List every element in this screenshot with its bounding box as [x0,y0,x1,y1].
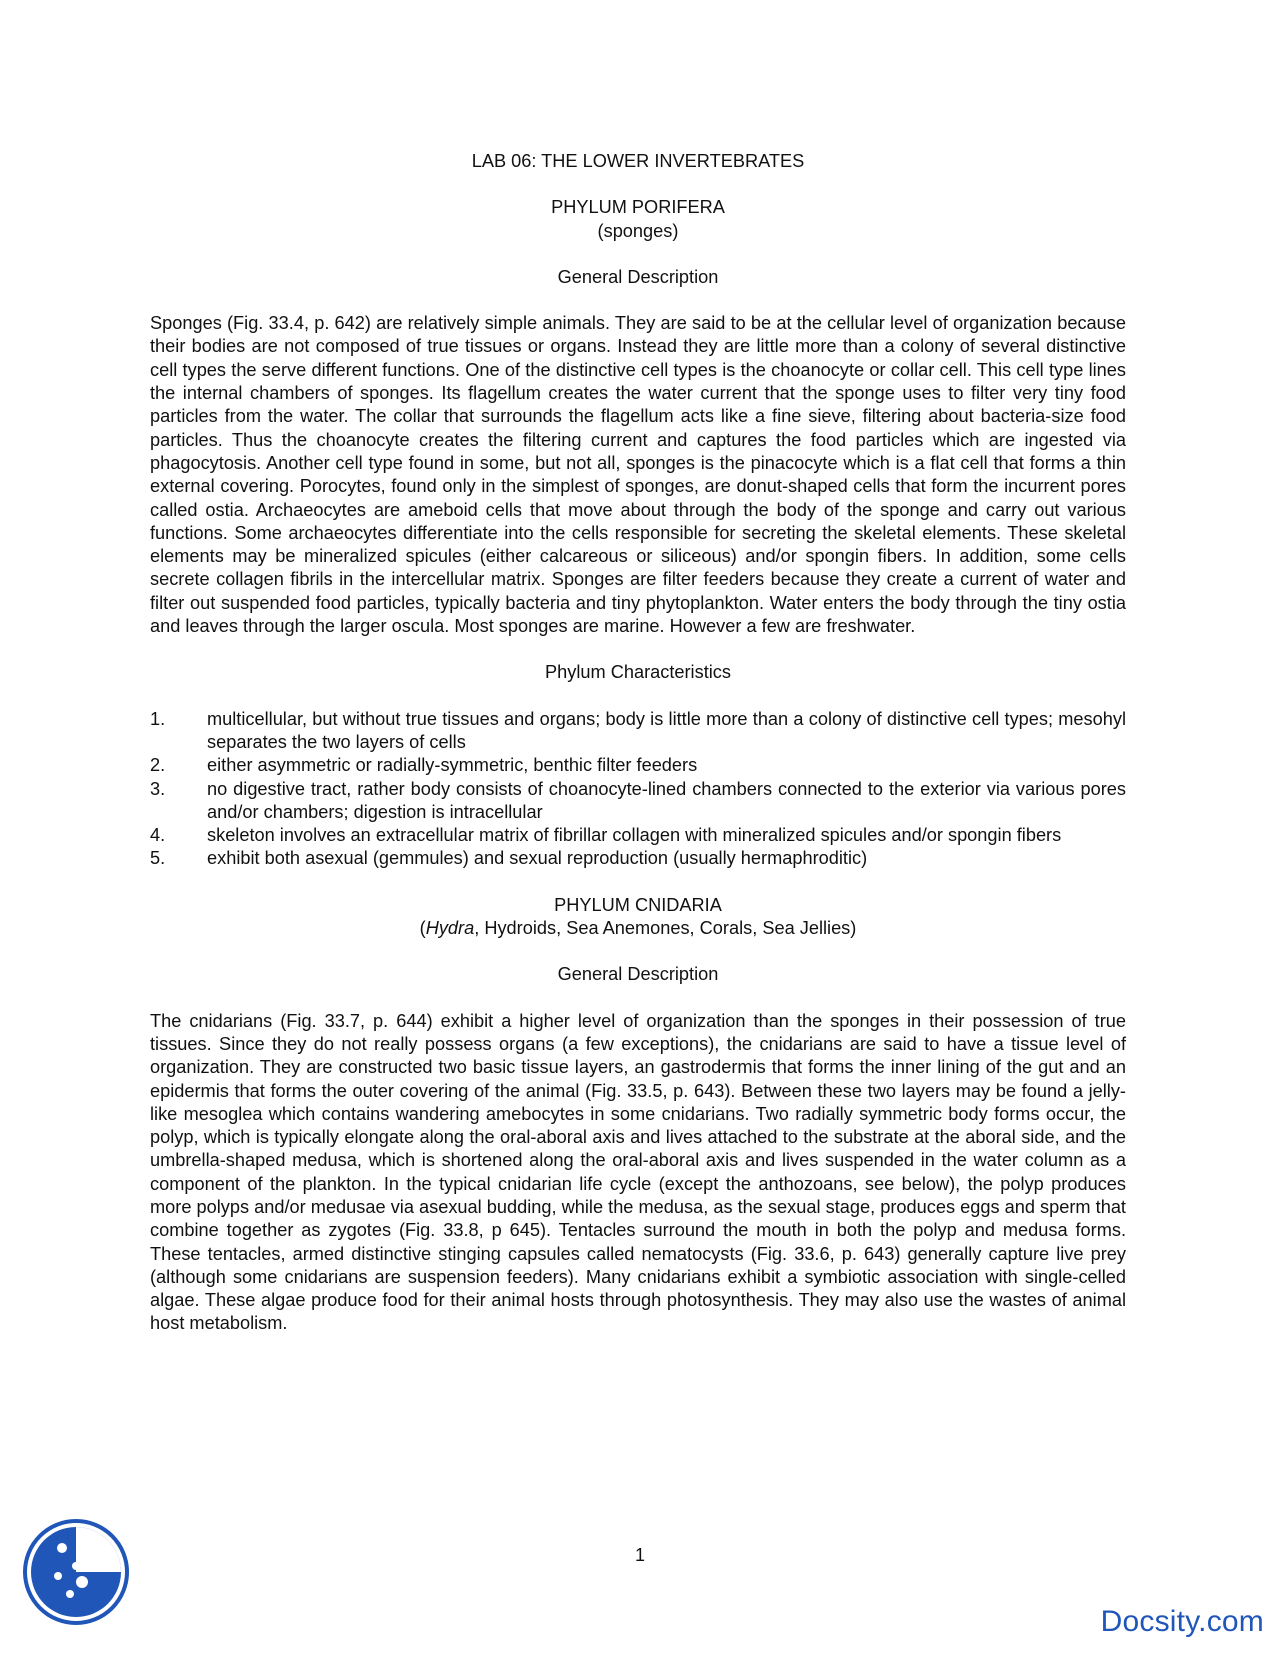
list-item [150,824,1126,847]
list-item-text: no digestive tract, rather body consists of choanocyte-lined chambers connected to the exterior via various pores and/or chambers; digestion is intracellular [207,778,1126,822]
page-content [150,150,1126,1336]
cnidaria-general-heading: General Description [557,964,719,985]
cnidaria-description: The cnidarians (Fig. 33.7, p. 644) exhibit a higher level of organization than the sponges in their possession of true tissues. Since they do not really possess organs (a few exceptions), the cnidarians are said to have a tissue level of organization. They are constructed two basic tissue layers, an gastrodermis that forms the inner lining of the gut and an epidermis that forms the outer covering of the animal (Fig. 33.5, p. 643). Between these two layers may be found a jelly-like mesoglea which contains wandering amebocytes in some cnidarians. Two radially symmetric body forms occur, the polyp, which is typically elongate along the oral-aboral axis and lives attached to the substrate at the aboral side, and the umbrella-shaped medusa, which is shortened along the oral-aboral axis and lives suspended in the water column as a component of the plankton. In the typical cnidarian life cycle (except the anthozoans, see below), the polyp produces more polyps and/or medusae via asexual budding, while the medusa, as the sexual stage, produces eggs and sperm that combine together as zygotes (Fig. 33.8, p 645). Tentacles surround the mouth in both the polyp and medusa forms. These tentacles, armed distinctive stinging capsules called nematocysts (Fig. 33.6, p. 643) generally capture live prey (although some cnidarians are suspension feeders). Many cnidarians exhibit a symbiotic association with single-celled algae. These algae produce food for their animal hosts through photosynthesis. They may also use the wastes of animal host metabolism. [150,1010,1126,1334]
porifera-description: Sponges (Fig. 33.4, p. 642) are relatively simple animals. They are said to be at the cellular level of organization because their bodies are not composed of true tissues or organs. Instead they are little more than a colony of several distinctive cell types the serve different functions. One of the distinctive cell types is the choanocyte or collar cell. This cell type lines the internal chambers of sponges. Its flagellum creates the water current that the sponge uses to filter very tiny food particles from the water. The collar that surrounds the flagellum acts like a fine sieve, filtering about bacteria-size food particles. Thus the choanocyte creates the filtering current and captures the food particles which are ingested via phagocytosis. Another cell type found in some, but not all, sponges is the pinacocyte which is a flat cell that forms a thin external covering. Porocytes, found only in the simplest of sponges, are donut-shaped cells that form the incurrent pores called ostia. Archaeocytes are ameboid cells that move about through the body of the sponge and carry out various functions. Some archaeocytes differentiate into the cells responsible for secreting the skeletal elements. These skeletal elements may be mineralized spicules (either calcareous or siliceous) and/or spongin fibers. In addition, some cells secrete collagen fibrils in the intercellular matrix. Sponges are filter feeders because they create a current of water and filter out suspended food particles, typically bacteria and tiny phytoplankton. Water enters the body through the tiny ostia and leaves through the larger oscula. Most sponges are marine. However a few are freshwater. [150,313,1126,637]
list-item-number: 5. [150,848,166,869]
list-item-number: 1. [150,708,166,729]
list-item-number: 4. [150,825,166,846]
cnidaria-subtitle-open: ( [419,918,426,939]
list-item-number: 2. [150,755,166,776]
list-item-text: multicellular, but without true tissues and organs; body is little more than a colony of distinctive cell types; mesohyl separates the two layers of cells [207,708,1126,752]
lab-title: LAB 06: THE LOWER INVERTEBRATES [471,151,805,171]
cnidaria-subtitle [150,917,1126,940]
list-item-text: either asymmetric or radially-symmetric, benthic filter feeders [207,755,698,776]
characteristics-list [150,708,1126,871]
cnidaria-subtitle-italic: Hydra [425,918,475,939]
list-item [150,847,1126,870]
cnidaria-heading: PHYLUM CNIDARIA [554,894,722,915]
page-number: 1 [634,1545,645,1565]
porifera-characteristics-heading: Phylum Characteristics [545,662,731,683]
cnidaria-subtitle-rest: , Hydroids, Sea Anemones, Corals, Sea Jellies) [474,918,857,939]
list-item [150,754,1126,777]
porifera-general-heading: General Description [557,266,719,287]
docsity-brand-link[interactable]: Docsity.com [1100,1605,1264,1638]
list-item [150,708,1126,755]
porifera-subtitle: (sponges) [597,220,679,241]
list-item-number: 3. [150,778,166,799]
list-item [150,778,1126,825]
list-item-text: skeleton involves an extracellular matrix of fibrillar collagen with mineralized spicules and/or spongin fibers [207,825,1062,846]
list-item-text: exhibit both asexual (gemmules) and sexual reproduction (usually hermaphroditic) [207,848,868,869]
porifera-heading: PHYLUM PORIFERA [551,197,725,218]
docsity-logo-icon[interactable] [22,1518,130,1626]
